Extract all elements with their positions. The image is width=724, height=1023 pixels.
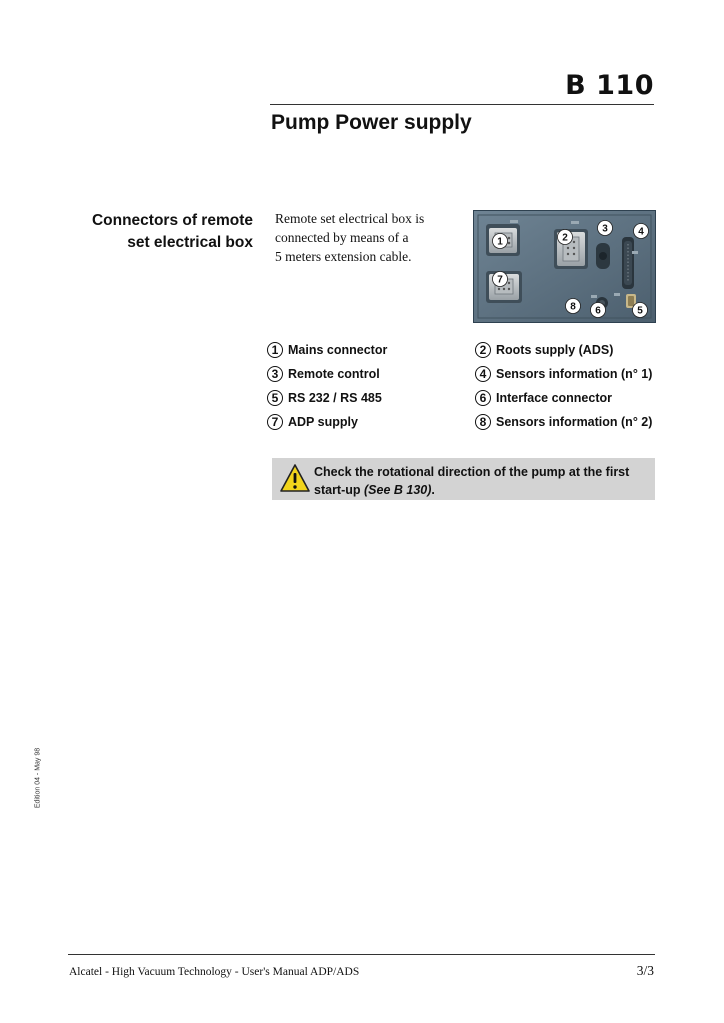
edition-label: Edition 04 - May 98: [34, 747, 42, 809]
warning-text: [314, 463, 644, 499]
legend-item-7: [267, 414, 358, 430]
legend-label: Sensors information (n° 1): [496, 367, 653, 381]
callout-1: [493, 234, 508, 249]
legend-label: Remote control: [288, 367, 380, 381]
intro-line3: 5 meters extension cable.: [275, 249, 412, 264]
callout-3-label: 3: [602, 223, 608, 235]
callout-5-label: 5: [637, 305, 643, 317]
legend-number: 7: [267, 414, 283, 430]
legend-item-8: [475, 414, 652, 430]
connector-panel-photo: [473, 210, 656, 323]
legend-label: Interface connector: [496, 391, 613, 405]
legend-number: 5: [267, 390, 283, 406]
legend-label: Mains connector: [288, 343, 388, 357]
callout-8: [566, 299, 581, 314]
legend-item-2: [475, 342, 613, 358]
section-heading-line2: set electrical box: [127, 234, 253, 251]
legend-item-5: [267, 390, 382, 406]
legend-item-6: [475, 390, 612, 406]
header-rule: [270, 104, 654, 105]
page-number: 3/3: [636, 963, 654, 978]
legend-label: RS 232 / RS 485: [288, 391, 382, 405]
legend-label: ADP supply: [288, 415, 358, 429]
callout-3: [598, 221, 613, 236]
legend-item-1: [267, 342, 387, 358]
legend-number: 1: [267, 342, 283, 358]
callout-4: [634, 224, 649, 239]
legend-number: 6: [475, 390, 491, 406]
callout-6: [591, 303, 606, 318]
callout-7: [493, 272, 508, 287]
intro-text: [275, 209, 455, 266]
callout-7-label: 7: [497, 274, 503, 286]
warning-text-end: .: [431, 483, 435, 497]
callout-1-label: 1: [497, 236, 503, 248]
sensors-info-1-connector-shape: [622, 237, 634, 289]
legend-number: 3: [267, 366, 283, 382]
section-heading-line1: Connectors of remote: [91, 212, 253, 229]
legend-item-3: [267, 366, 380, 382]
callout-8-label: 8: [570, 301, 576, 313]
callout-6-label: 6: [595, 305, 601, 317]
footer-manual-title: Alcatel - High Vacuum Technology - User's Manual ADP/ADS: [69, 966, 360, 978]
warning-text-main: Check the rotational direction of the pump at the first start-up: [314, 465, 630, 497]
callout-2: [558, 230, 573, 245]
intro-line2: connected by means of a: [275, 230, 409, 245]
callout-5: [633, 303, 648, 318]
callout-4-label: 4: [638, 226, 644, 238]
warning-reference: (See B 130): [364, 483, 432, 497]
warning-box: [272, 458, 655, 500]
intro-line1: Remote set electrical box is: [275, 211, 425, 226]
legend-item-4: [475, 366, 652, 382]
legend-label: Sensors information (n° 2): [496, 415, 653, 429]
page-title: Pump Power supply: [271, 111, 472, 134]
warning-triangle-icon: [279, 463, 311, 493]
callout-2-label: 2: [562, 232, 568, 244]
legend-number: 4: [475, 366, 491, 382]
footer-rule: [68, 954, 655, 955]
legend-number: 8: [475, 414, 491, 430]
legend-number: 2: [475, 342, 491, 358]
section-heading: [60, 210, 253, 254]
document-code: B 110: [565, 70, 654, 101]
legend-label: Roots supply (ADS): [496, 343, 614, 357]
remote-control-connector-shape: [596, 243, 610, 269]
